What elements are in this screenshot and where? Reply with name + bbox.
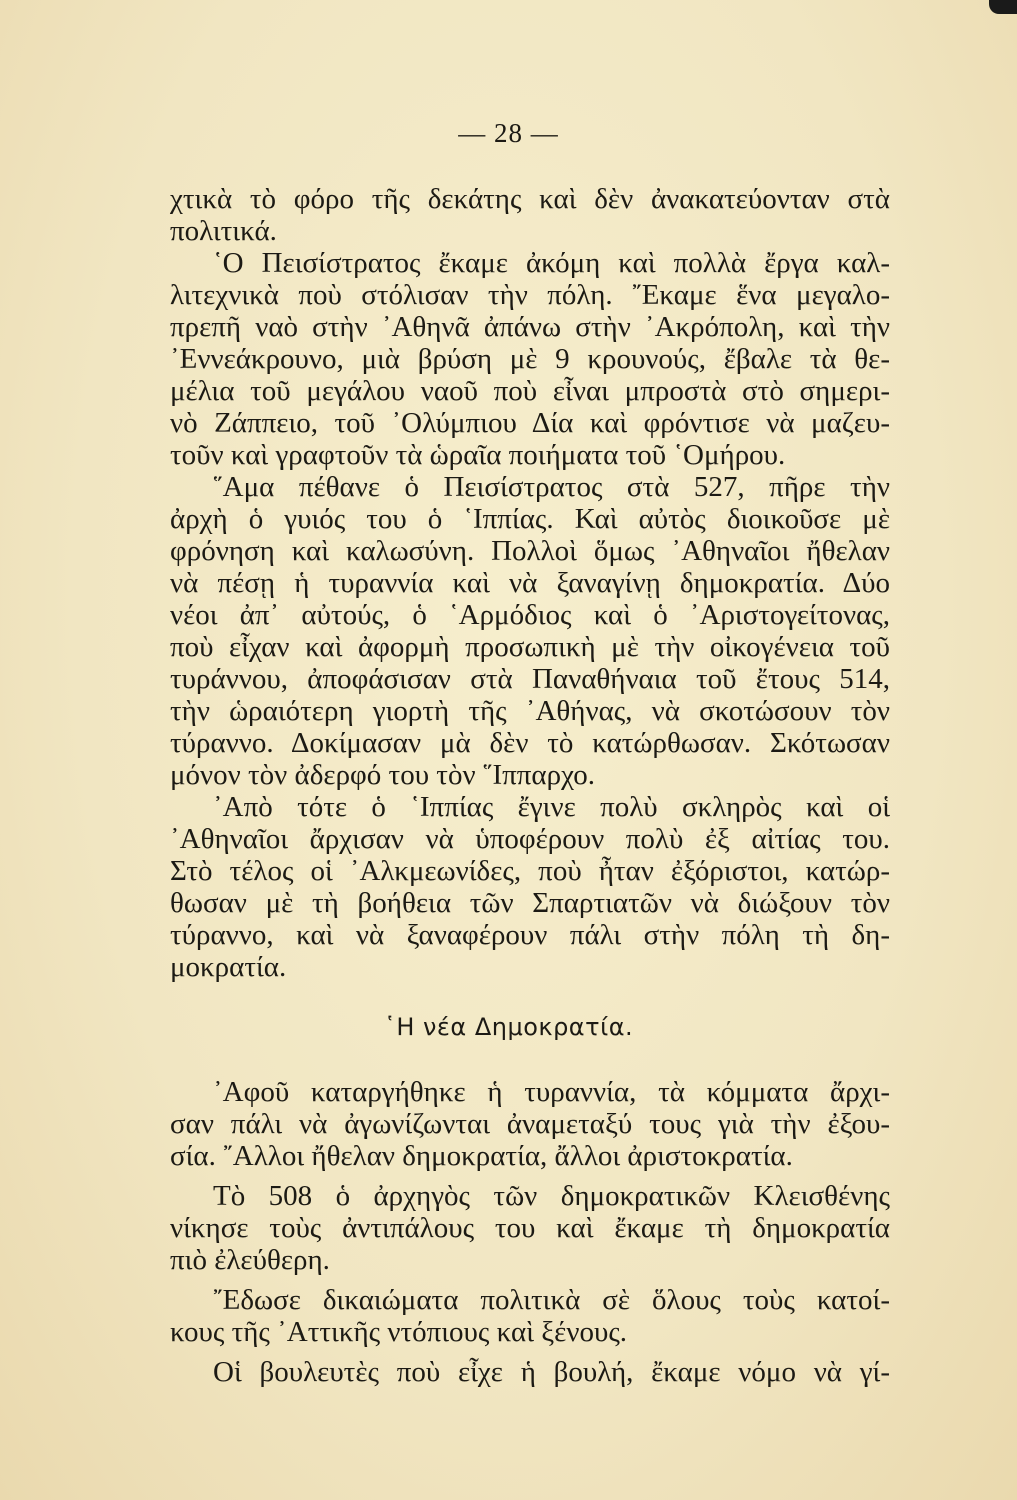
text-line: τὴν ὡραιότερη γιορτὴ τῆς ᾿Αθήνας, νὰ σκοτώσουν τὸν — [170, 695, 890, 727]
text-line: κους τῆς ᾿Αττικῆς ντόπιους καὶ ξένους. — [170, 1316, 628, 1348]
text-line: νὸ Ζάππειο, τοῦ ᾿Ολύμπιου Δία καὶ φρόντισε νὰ μαζευ- — [170, 407, 890, 439]
text-line: θωσαν μὲ τὴ βοήθεια τῶν Σπαρτιατῶν νὰ διώξουν τὸν — [170, 887, 890, 919]
text-line: ἀρχὴ ὁ γυιός του ὁ ῾Ιππίας. Καὶ αὐτὸς διοικοῦσε μὲ — [170, 503, 890, 535]
text-line: νέοι ἀπ᾿ αὐτούς, ὁ ῾Αρμόδιος καὶ ὁ ᾿Αριστογείτονας, — [170, 599, 890, 631]
text-line: ᾿Απὸ τότε ὁ ῾Ιππίας ἔγινε πολὺ σκληρὸς καὶ οἱ — [213, 791, 890, 823]
page-number: — 28 — — [458, 118, 559, 148]
text-line: τυράννου, ἀποφάσισαν στὰ Παναθήναια τοῦ ἔτους 514, — [170, 663, 890, 695]
section-heading: ῾Η νέα Δημοκρατία. — [383, 1013, 634, 1041]
text-line: σία. ῎Αλλοι ἤθελαν δημοκρατία, ἄλλοι ἀριστοκρατία. — [170, 1140, 793, 1172]
text-line: Στὸ τέλος οἱ ᾿Αλκμεωνίδες, ποὺ ἦταν ἐξόριστοι, κατώρ- — [170, 855, 890, 887]
text-line: σαν πάλι νὰ ἀγωνίζωνται ἀναμεταξύ τους γιὰ τὴν ἐξου- — [170, 1108, 890, 1140]
text-line: Τὸ 508 ὁ ἀρχηγὸς τῶν δημοκρατικῶν Κλεισθένης — [213, 1180, 890, 1212]
text-line: τύραννο, καὶ νὰ ξαναφέρουν πάλι στὴν πόλη τὴ δη- — [170, 919, 890, 951]
text-line: τύραννο. Δοκίμασαν μὰ δὲν τὸ κατώρθωσαν. Σκότωσαν — [170, 727, 890, 759]
text-line: ᾿Αθηναῖοι ἄρχισαν νὰ ὑποφέρουν πολὺ ἐξ αἰτίας του. — [170, 823, 890, 855]
scan-corner-mark — [989, 0, 1017, 14]
text-line: τοῦν καὶ γραφτοῦν τὰ ὡραῖα ποιήματα τοῦ ῾Ομήρου. — [170, 439, 786, 471]
text-line: πιὸ ἐλεύθερη. — [170, 1244, 330, 1276]
text-line: νὰ πέσῃ ἡ τυραννία καὶ νὰ ξαναγίνῃ δημοκρατία. Δύο — [170, 567, 890, 599]
text-line: χτικὰ τὸ φόρο τῆς δεκάτης καὶ δὲν ἀνακατεύονταν στὰ — [170, 183, 890, 215]
text-line: νίκησε τοὺς ἀντιπάλους του καὶ ἔκαμε τὴ δημοκρατία — [170, 1212, 890, 1244]
text-line: λιτεχνικὰ ποὺ στόλισαν τὴν πόλη. ῎Εκαμε ἕνα μεγαλο- — [170, 279, 890, 311]
text-line: Οἱ βουλευτὲς ποὺ εἶχε ἡ βουλή, ἔκαμε νόμο νὰ γί- — [213, 1356, 890, 1388]
text-line: πρεπῆ ναὸ στὴν ᾿Αθηνᾶ ἀπάνω στὴν ᾿Ακρόπολη, καὶ τὴν — [170, 311, 890, 343]
text-line: ποὺ εἶχαν καὶ ἀφορμὴ προσωπικὴ μὲ τὴν οἰκογένεια τοῦ — [170, 631, 890, 663]
text-line: ῎Εδωσε δικαιώματα πολιτικὰ σὲ ὅλους τοὺς κατοί- — [213, 1284, 890, 1316]
text-line: ῾Ο Πεισίστρατος ἔκαμε ἀκόμη καὶ πολλὰ ἔργα καλ- — [213, 247, 890, 279]
text-line: ᾿Εννεάκρουνο, μιὰ βρύση μὲ 9 κρουνούς, ἔβαλε τὰ θε- — [170, 343, 890, 375]
text-line: πολιτικά. — [170, 215, 277, 247]
text-line: μοκρατία. — [170, 951, 287, 983]
text-line: ῞Αμα πέθανε ὁ Πεισίστρατος στὰ 527, πῆρε τὴν — [213, 471, 890, 503]
text-line: φρόνηση καὶ καλωσύνη. Πολλοὶ ὅμως ᾿Αθηναῖοι ἤθελαν — [170, 535, 890, 567]
text-line: μέλια τοῦ μεγάλου ναοῦ ποὺ εἶναι μπροστὰ στὸ σημερι- — [170, 375, 890, 407]
text-line: μόνον τὸν ἀδερφό του τὸν ῞Ιππαρχο. — [170, 759, 596, 791]
text-line: ᾿Αφοῦ καταργήθηκε ἡ τυραννία, τὰ κόμματα ἄρχι- — [213, 1076, 890, 1108]
